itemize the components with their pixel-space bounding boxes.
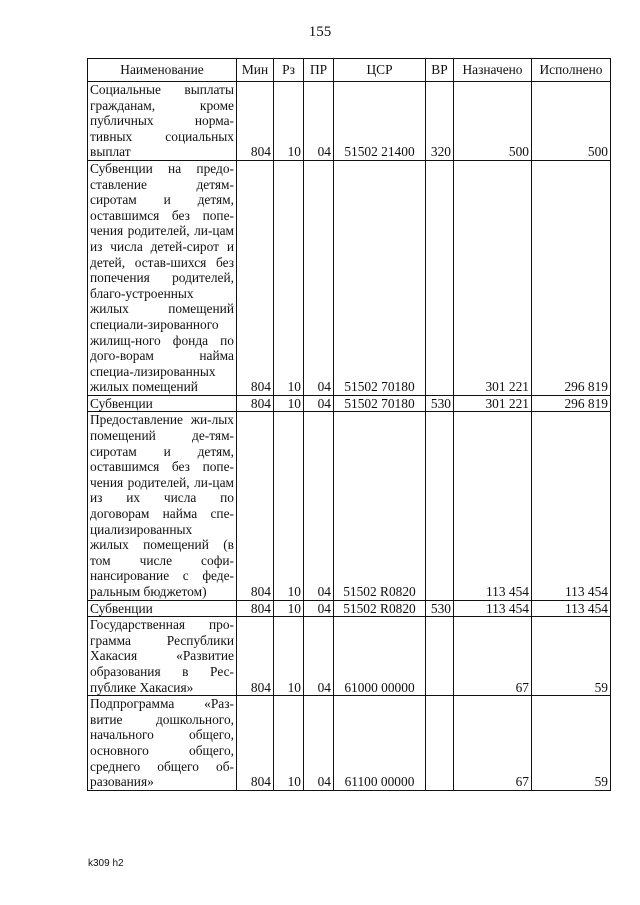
- cell-name: Субвенции: [88, 395, 237, 412]
- cell-executed: 296 819: [532, 160, 611, 395]
- cell-vr: 320: [426, 82, 454, 161]
- header-vr: ВР: [426, 59, 454, 82]
- cell-min: 804: [237, 696, 274, 791]
- cell-rz: 10: [274, 82, 304, 161]
- cell-name: Субвенции: [88, 600, 237, 617]
- header-assigned: Назначено: [454, 59, 532, 82]
- cell-min: 804: [237, 82, 274, 161]
- cell-name: Предоставление жи-лых помещений де-тям-сиротам и детям, оставшимся без попе-чения родителей, ли-цам из их числа по договорам найма спе-циализированных жилых помещений (в том числе софи-нансирование с феде-ральным бюджетом): [88, 412, 237, 600]
- cell-executed: 113 454: [532, 412, 611, 600]
- cell-min: 804: [237, 412, 274, 600]
- cell-csr: 51502 R0820: [334, 412, 426, 600]
- table-row: [88, 696, 611, 791]
- cell-assigned: 67: [454, 696, 532, 791]
- page-number: 155: [308, 24, 332, 40]
- cell-csr: 51502 70180: [334, 160, 426, 395]
- cell-rz: 10: [274, 617, 304, 696]
- table-row: [88, 617, 611, 696]
- footer-code: k309 h2: [88, 858, 124, 869]
- cell-min: 804: [237, 160, 274, 395]
- cell-vr: [426, 696, 454, 791]
- cell-assigned: 301 221: [454, 160, 532, 395]
- cell-name: Подпрограмма «Раз-витие дошкольного, начального общего, основного общего, среднего общего об-разования»: [88, 696, 237, 791]
- table-row: [88, 160, 611, 395]
- cell-rz: 10: [274, 395, 304, 412]
- cell-csr: 51502 70180: [334, 395, 426, 412]
- cell-vr: [426, 617, 454, 696]
- header-name: Наименование: [88, 59, 237, 82]
- budget-table: [87, 58, 611, 791]
- header-executed: Исполнено: [532, 59, 611, 82]
- header-pr: ПР: [304, 59, 334, 82]
- cell-executed: 296 819: [532, 395, 611, 412]
- cell-executed: 59: [532, 696, 611, 791]
- cell-pr: 04: [304, 160, 334, 395]
- cell-rz: 10: [274, 600, 304, 617]
- cell-min: 804: [237, 600, 274, 617]
- cell-name: Субвенции на предо-ставление детям-сиротам и детям, оставшимся без попе-чения родителей, ли-цам из числа детей-сирот и детей, остав-шихся без попечения родителей, благо-устроенных жилых помещений специали-зированного жилищ-ного фонда по дого-ворам найма специа-лизированных жилых помещений: [88, 160, 237, 395]
- cell-vr: 530: [426, 395, 454, 412]
- table-row: [88, 82, 611, 161]
- header-min: Мин: [237, 59, 274, 82]
- cell-rz: 10: [274, 412, 304, 600]
- cell-assigned: 301 221: [454, 395, 532, 412]
- cell-csr: 51502 R0820: [334, 600, 426, 617]
- cell-pr: 04: [304, 600, 334, 617]
- cell-min: 804: [237, 395, 274, 412]
- cell-assigned: 113 454: [454, 600, 532, 617]
- cell-csr: 61100 00000: [334, 696, 426, 791]
- header-csr: ЦСР: [334, 59, 426, 82]
- table-row: [88, 600, 611, 617]
- cell-pr: 04: [304, 696, 334, 791]
- cell-executed: 500: [532, 82, 611, 161]
- cell-pr: 04: [304, 82, 334, 161]
- table-row: [88, 395, 611, 412]
- cell-min: 804: [237, 617, 274, 696]
- cell-vr: 530: [426, 600, 454, 617]
- cell-name: Государственная про-грамма Республики Хакасия «Развитие образования в Рес-публике Хакасия»: [88, 617, 237, 696]
- cell-executed: 113 454: [532, 600, 611, 617]
- table-header-row: [88, 59, 611, 82]
- cell-rz: 10: [274, 696, 304, 791]
- cell-pr: 04: [304, 412, 334, 600]
- cell-name: Социальные выплаты гражданам, кроме публичных норма-тивных социальных выплат: [88, 82, 237, 161]
- cell-assigned: 500: [454, 82, 532, 161]
- cell-executed: 59: [532, 617, 611, 696]
- cell-pr: 04: [304, 617, 334, 696]
- cell-vr: [426, 160, 454, 395]
- cell-assigned: 113 454: [454, 412, 532, 600]
- table-row: [88, 412, 611, 600]
- cell-assigned: 67: [454, 617, 532, 696]
- cell-rz: 10: [274, 160, 304, 395]
- table-body: [88, 82, 611, 791]
- cell-vr: [426, 412, 454, 600]
- header-rz: Рз: [274, 59, 304, 82]
- cell-csr: 51502 21400: [334, 82, 426, 161]
- cell-csr: 61000 00000: [334, 617, 426, 696]
- cell-pr: 04: [304, 395, 334, 412]
